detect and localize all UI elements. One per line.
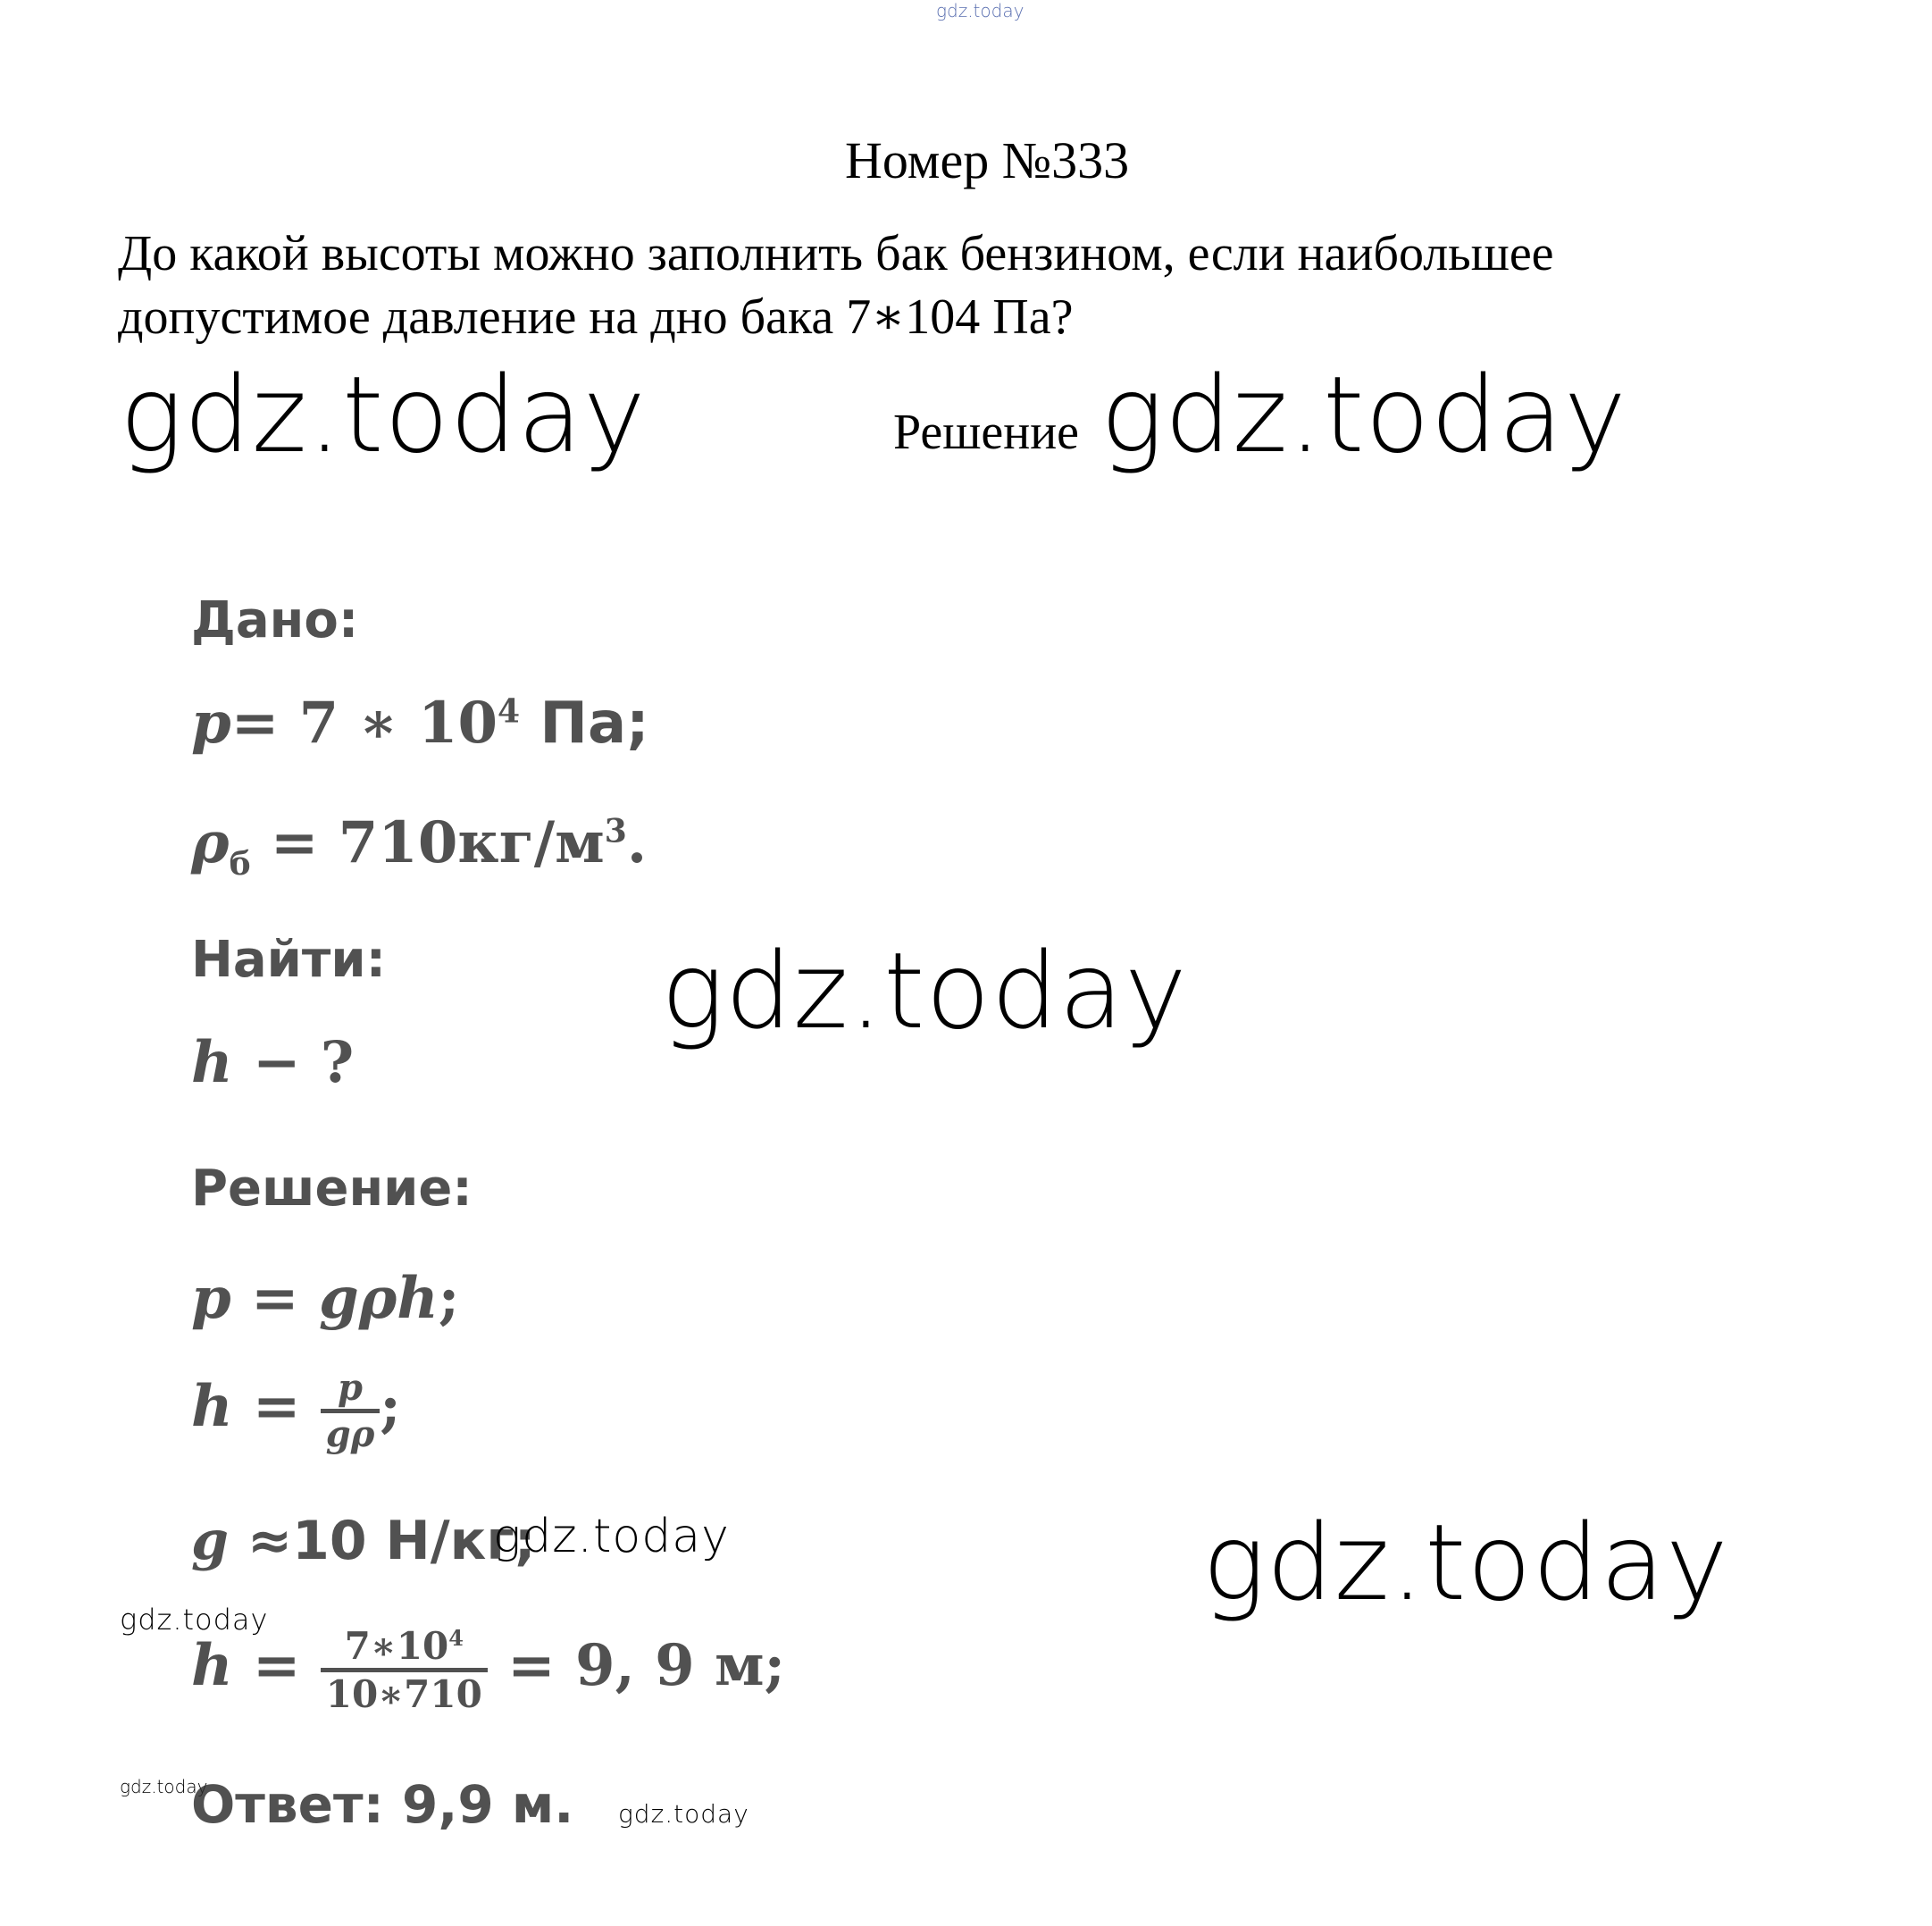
top-watermark: gdz.today xyxy=(936,0,1025,21)
calc-h: h xyxy=(191,1632,233,1699)
formula2-denominator: gρ xyxy=(325,1413,375,1455)
find-unknown xyxy=(191,1029,354,1096)
given-label: Дано: xyxy=(191,591,359,649)
formula1-p: p xyxy=(191,1265,231,1332)
gravity-value xyxy=(191,1510,536,1572)
page-title: Номер №333 xyxy=(845,131,1130,189)
answer: Ответ: 9,9 м. xyxy=(191,1774,574,1835)
calc-fraction xyxy=(321,1624,488,1716)
watermark-large-left: gdz.today xyxy=(120,353,647,476)
given-rho-value: = 710кг/м xyxy=(250,809,605,876)
formula-pressure xyxy=(191,1265,459,1332)
problem-line-2: допустимое давление на дно бака 7∗104 Па? xyxy=(118,289,1074,345)
solution-heading: Решение xyxy=(893,405,1080,460)
watermark-small-left: gdz.today xyxy=(120,1603,269,1637)
formula1-rhs: gρh xyxy=(318,1265,439,1332)
calc-num-exp: 4 xyxy=(448,1625,464,1651)
given-p-value: = 7 ∗ 10 xyxy=(230,690,498,757)
formula2-numerator: p xyxy=(321,1367,381,1413)
g-value: ≈10 Н/кг; xyxy=(228,1510,536,1572)
given-rho-exponent: 3 xyxy=(604,812,627,850)
calc-numerator xyxy=(321,1624,488,1672)
find-h-symbol: h xyxy=(191,1029,233,1096)
find-question: − ? xyxy=(232,1029,355,1096)
calc-eq: = xyxy=(232,1632,321,1699)
given-p-symbol: p xyxy=(191,690,231,757)
formula1-eq: = xyxy=(230,1265,319,1332)
g-symbol: g xyxy=(191,1510,229,1572)
watermark-large-bottom-right: gdz.today xyxy=(1202,1501,1729,1624)
problem-line-1: До какой высоты можно заполнить бак бензином, если наибольшее xyxy=(118,226,1554,281)
given-p-exponent: 4 xyxy=(498,692,521,731)
watermark-large-center: gdz.today xyxy=(661,929,1188,1052)
formula2-end: ; xyxy=(380,1373,401,1440)
watermark-small-answer: gdz.today xyxy=(120,1776,208,1797)
formula2-eq: = xyxy=(232,1373,321,1440)
given-rho-end: . xyxy=(626,809,648,876)
calc-num-base: 7∗10 xyxy=(344,1624,449,1668)
given-p-unit: Па; xyxy=(520,691,649,757)
given-pressure xyxy=(191,690,649,757)
find-label: Найти: xyxy=(191,931,386,989)
calculation xyxy=(191,1624,785,1716)
given-rho-subscript: б xyxy=(229,844,251,883)
calc-result: = 9, 9 м; xyxy=(487,1632,786,1699)
watermark-small-bottom: gdz.today xyxy=(618,1799,749,1829)
formula2-fraction xyxy=(321,1367,381,1455)
formula-height xyxy=(191,1367,401,1455)
formula1-end: ; xyxy=(438,1265,460,1332)
watermark-medium: gdz.today xyxy=(493,1510,730,1563)
given-rho-symbol: ρ xyxy=(191,809,230,876)
formula2-h: h xyxy=(191,1373,233,1440)
watermark-large-right: gdz.today xyxy=(1100,353,1627,476)
solution-label: Решение: xyxy=(191,1160,473,1218)
calc-denominator: 10∗710 xyxy=(325,1672,482,1716)
given-density xyxy=(191,809,647,883)
